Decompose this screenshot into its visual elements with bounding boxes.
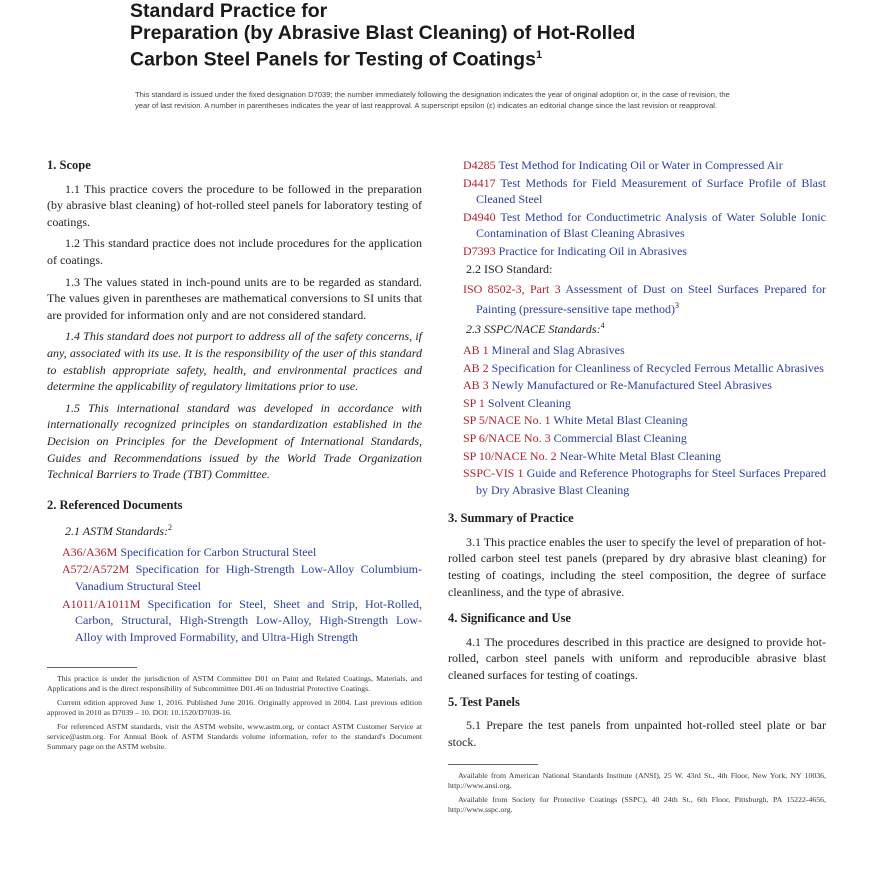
astm-list-right xyxy=(448,157,826,260)
astm-standards-label xyxy=(65,520,422,540)
reference-title-link[interactable]: Specification for Steel, Sheet and Strip, Hot-Rolled, Carbon, Structural, High-Strength Low-Alloy, High-Strength Low-Alloy with Improved Formability, and Ultra-High Strength xyxy=(75,596,422,644)
scope-para-1: 1.1 This practice covers the procedure to be followed in the preparation (by abrasive blast cleaning) of hot-rolled steel panels for laboratory testing of coatings. xyxy=(47,181,422,229)
scope-para-2: 1.2 This standard practice does not include procedures for the application of coatings. xyxy=(47,236,422,267)
sspc-list xyxy=(448,342,826,498)
reference-code-link[interactable]: AB 2 xyxy=(463,360,489,375)
title-footnote-mark: 1 xyxy=(535,49,543,61)
reference-title-link[interactable]: Commercial Blast Cleaning xyxy=(553,430,687,445)
astm-label-text: 2.1 ASTM Standards: xyxy=(65,524,169,539)
footnote-4: Available from Society for Protective Coatings (SSPC), 40 24th St., 6th Floor, Pittsburgh, PA 15222-4656, http://www.sspc.org. xyxy=(448,795,826,815)
reference-item xyxy=(448,209,826,242)
reference-item xyxy=(448,377,826,394)
reference-title-link[interactable]: Near-White Metal Blast Cleaning xyxy=(559,448,721,463)
sspc-label-text: 2.3 SSPC/NACE Standards: xyxy=(466,322,601,337)
reference-title-link[interactable]: Specification for High-Strength Low-Alloy Columbium-Vanadium Structural Steel xyxy=(75,562,422,594)
reference-title-link[interactable]: Newly Manufactured or Re-Manufactured Steel Abrasives xyxy=(491,378,772,393)
issuance-note: This standard is issued under the fixed designation D7039; the number immediately following the designation indicates the year of original adoption or, in the case of revision, the year of last revision. A number in parentheses indicates the year of last reapproval. A superscript epsilon (ε) indicates an editorial change since the last revision or reapproval. xyxy=(135,90,730,110)
reference-code-link[interactable]: D7393 xyxy=(463,243,496,258)
reference-code-link[interactable]: A572/A572M xyxy=(62,562,130,577)
sspc-footnote-mark: 4 xyxy=(600,321,605,331)
test-panels-heading: 5. Test Panels xyxy=(448,694,520,709)
reference-code-link[interactable]: SSPC-VIS 1 xyxy=(463,466,524,481)
reference-title-link[interactable]: Test Method for Indicating Oil or Water in Compressed Air xyxy=(498,158,783,172)
scope-para-4: 1.4 This standard does not purport to address all of the safety concerns, if any, associated with its use. It is the responsibility of the user of this standard to establish appropriate safety, health, and environmental practices and determine the applicability of regulatory limitations prior to use. xyxy=(47,329,422,394)
astm-list-left xyxy=(47,544,422,646)
reference-code-link[interactable]: SP 1 xyxy=(463,395,485,410)
reference-item xyxy=(448,448,826,465)
summary-para: 3.1 This practice enables the user to specify the level of preparation of hot-rolled carbon steel test panels (prepared by dry abrasive blast cleaning) for testing of coatings, including the steel composition, the degree of surface cleanliness, and the type of abrasive. xyxy=(448,534,826,599)
reference-code-link[interactable]: SP 10/NACE No. 2 xyxy=(463,448,557,463)
right-column xyxy=(448,157,826,819)
iso-standard-label: 2.2 ISO Standard: xyxy=(466,261,553,276)
referenced-heading: 2. Referenced Documents xyxy=(47,497,183,512)
iso-list xyxy=(448,281,826,317)
reference-code-link[interactable]: D4417 xyxy=(463,175,496,190)
scope-para-5: 1.5 This international standard was developed in accordance with internationally recognized principles on standardization established in the Decision on Principles for the Development of International Standards, Guides and Recommendations issued by the World Trade Organization Technical Barriers to Trade (TBT) Committee. xyxy=(47,400,422,482)
scope-heading: 1. Scope xyxy=(47,158,91,172)
sspc-standards-label xyxy=(466,318,826,338)
reference-item xyxy=(448,281,826,317)
reference-item xyxy=(448,412,826,429)
reference-footnote-mark: 3 xyxy=(674,300,679,310)
reference-code-link[interactable]: AB 3 xyxy=(463,378,489,393)
reference-code-link[interactable]: SP 5/NACE No. 1 xyxy=(463,413,551,428)
title-line-3 xyxy=(130,44,750,71)
reference-item xyxy=(448,360,826,377)
reference-title-link[interactable]: Test Methods for Field Measurement of Surface Profile of Blast Cleaned Steel xyxy=(476,175,826,207)
reference-title-link[interactable]: Solvent Cleaning xyxy=(487,395,571,410)
reference-item xyxy=(448,395,826,412)
reference-code-link[interactable]: A36/A36M xyxy=(62,544,118,559)
document-title xyxy=(130,0,750,71)
footnote-3: Available from American National Standards Institute (ANSI), 25 W. 43rd St., 4th Floor, New York, NY 10036, http://www.ansi.org. xyxy=(448,771,826,791)
footnote-1: This practice is under the jurisdiction of ASTM Committee D01 on Paint and Related Coatings, Materials, and Applications and is the direct responsibility of Subcommittee D01.46 on Industrial Protective Coatings. xyxy=(47,674,422,694)
reference-item xyxy=(47,544,422,561)
reference-code-link[interactable]: AB 1 xyxy=(463,342,489,357)
footnote-1b: Current edition approved June 1, 2016. Published June 2016. Originally approved in 2004. Last previous edition approved in 2010 as D7039 – 10. DOI: 10.1520/D7039-16. xyxy=(47,698,422,718)
scope-para-3: 1.3 The values stated in inch-pound units are to be regarded as standard. The values given in parentheses are mathematical conversions to SI units that are provided for information only and are not considered standard. xyxy=(47,274,422,322)
reference-item xyxy=(448,465,826,498)
reference-item xyxy=(47,596,422,646)
significance-heading: 4. Significance and Use xyxy=(448,611,571,626)
astm-footnote-mark: 2 xyxy=(168,523,173,533)
reference-code-link[interactable]: ISO 8502-3, Part 3 xyxy=(463,282,561,297)
left-column xyxy=(47,157,422,756)
footnote-2: For referenced ASTM standards, visit the ASTM website, www.astm.org, or contact ASTM Customer Service at service@astm.org. For Annual Book of ASTM Standards volume information, refer to the standard's Document Summary page on the ASTM website. xyxy=(47,722,422,752)
title-line-3-text: Carbon Steel Panels for Testing of Coatings xyxy=(130,48,536,71)
title-line-1: Standard Practice for xyxy=(130,0,328,22)
significance-para: 4.1 The procedures described in this practice are designed to provide hot-rolled, carbon steel panels with uniform and reproducible abrasive blast cleaned surfaces for testing of coatings. xyxy=(448,634,826,683)
footnote-divider-right xyxy=(448,764,538,765)
title-line-2: Preparation (by Abrasive Blast Cleaning) of Hot-Rolled xyxy=(130,22,636,44)
reference-title-link[interactable]: Specification for Cleanliness of Recycled Ferrous Metallic Abrasives xyxy=(491,360,824,375)
reference-item xyxy=(448,157,826,174)
reference-title-link[interactable]: Mineral and Slag Abrasives xyxy=(491,342,625,357)
reference-title-link[interactable]: Test Method for Conductimetric Analysis of Water Soluble Ionic Contamination of Blast Cleaning Abrasives xyxy=(476,209,826,241)
reference-title-link[interactable]: White Metal Blast Cleaning xyxy=(553,413,688,428)
reference-title-link[interactable]: Practice for Indicating Oil in Abrasives xyxy=(498,243,687,258)
reference-code-link[interactable]: D4940 xyxy=(463,209,496,224)
reference-code-link[interactable]: A1011/A1011M xyxy=(62,596,141,611)
test-panels-para: 5.1 Prepare the test panels from unpainted hot-rolled steel plate or bar stock. xyxy=(448,718,826,749)
reference-item xyxy=(47,561,422,594)
summary-heading: 3. Summary of Practice xyxy=(448,511,574,526)
reference-code-link[interactable]: D4285 xyxy=(463,158,496,172)
reference-item xyxy=(448,430,826,447)
footnote-divider xyxy=(47,667,137,668)
reference-item xyxy=(448,243,826,260)
reference-item xyxy=(448,342,826,359)
reference-item xyxy=(448,175,826,208)
reference-title-link[interactable]: Assessment of Dust on Steel Surfaces Prepared for Painting (pressure-sensitive tape method) xyxy=(476,282,827,316)
reference-title-link[interactable]: Guide and Reference Photographs for Steel Surfaces Prepared by Dry Abrasive Blast Cleaning xyxy=(476,466,826,497)
reference-title-link[interactable]: Specification for Carbon Structural Steel xyxy=(120,544,317,559)
reference-code-link[interactable]: SP 6/NACE No. 3 xyxy=(463,430,551,445)
